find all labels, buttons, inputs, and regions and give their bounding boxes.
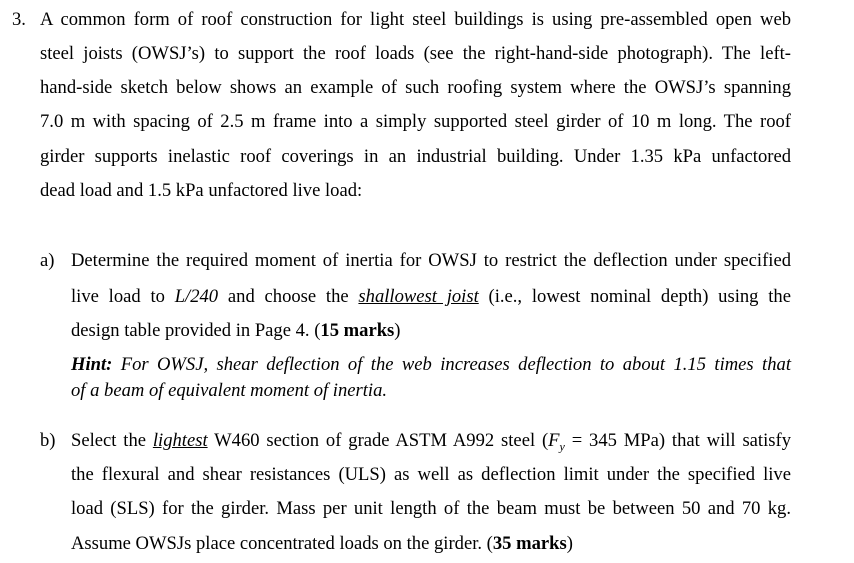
part-b-line-3: load (SLS) for the girder. Mass per unit length of the beam must be between 50 and 70 kg. — [71, 498, 791, 519]
part-a-line-1: Determine the required moment of inertia for OWSJ to restrict the deflection under specified — [71, 250, 791, 271]
intro-line-1: A common form of roof construction for light steel buildings is using pre-assembled open web — [40, 9, 791, 30]
intro-line-2: steel joists (OWSJ’s) to support the roof loads (see the right-hand-side photograph). The left- — [40, 43, 791, 64]
shallowest-joist-emphasis: shallowest joist — [358, 286, 479, 307]
part-a-line-2: live load to L/240 and choose the shallowest joist (i.e., lowest nominal depth) using the — [71, 286, 791, 307]
part-b-line-1: Select the lightest W460 section of grade ASTM A992 steel ($F_y = 345$ MPa) that will satisfy — [71, 430, 791, 454]
ratio-l-240: L/240 — [174, 286, 219, 307]
part-b-line-2: the flexural and shear resistances (ULS) as well as deflection limit under the specified live — [71, 464, 791, 485]
question-number: 3. — [12, 9, 26, 30]
part-b-label: b) — [40, 430, 56, 451]
intro-line-6: dead load and 1.5 kPa unfactored live load: — [40, 180, 363, 201]
part-b-line-4: Assume OWSJs place concentrated loads on the girder. (35 marks) — [71, 533, 573, 554]
lightest-emphasis: lightest — [152, 430, 208, 451]
part-a-line-3: design table provided in Page 4. (15 marks) — [71, 320, 401, 341]
intro-line-3: hand-side sketch below shows an example of such roofing system where the OWSJ’s spanning — [40, 77, 791, 98]
part-a-hint-line-2: of a beam of equivalent moment of inertia. — [71, 380, 388, 401]
part-b-marks: 35 marks — [492, 533, 567, 554]
part-a-label: a) — [40, 250, 55, 271]
intro-line-5: girder supports inelastic roof coverings in an industrial building. Under 1.35 kPa unfactored — [40, 146, 791, 167]
fy-symbol: F — [548, 430, 560, 451]
hint-label: Hint: — [71, 354, 113, 375]
intro-line-4: 7.0 m with spacing of 2.5 m frame into a simply supported steel girder of 10 m long. The roof — [40, 111, 791, 132]
part-a-hint-line-1: Hint: For OWSJ, shear deflection of the web increases deflection to about 1.15 times that — [71, 354, 791, 375]
part-a-marks: 15 marks — [320, 320, 395, 341]
